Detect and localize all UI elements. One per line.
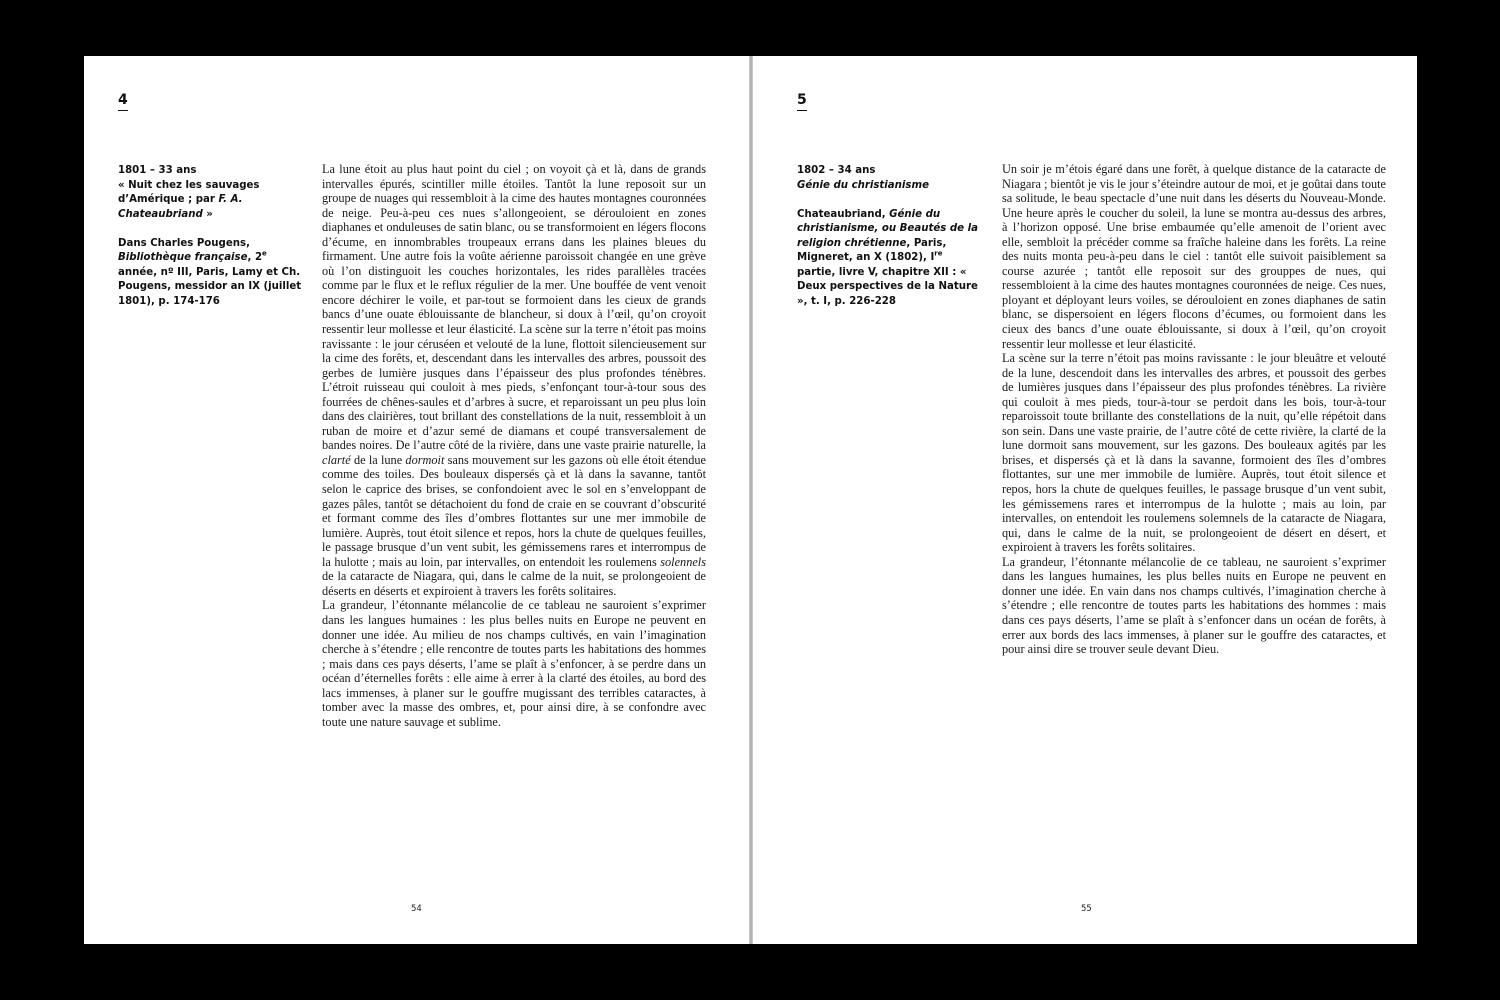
- source-title: Génie du christianisme, ou Beautés de la religion chrétienne: [797, 208, 978, 249]
- entry-metadata: [118, 164, 303, 309]
- source-rest-a: , Paris, Migneret, an X (1802), I: [797, 237, 947, 263]
- source-rest-a: , 2: [247, 252, 263, 263]
- entry-title-author: F. A. Chateaubriand: [118, 194, 243, 220]
- text-run: de la cataracte de Niagara, qui, dans le calme de la nuit, se prolongeoient de déserts en déserts et expiroient à travers les forêts solitaires.: [322, 569, 706, 598]
- body-text: [322, 162, 706, 729]
- source-sup: e: [262, 249, 267, 258]
- paragraph: Un soir je m’étois égaré dans une forêt, à quelque distance de la cataracte de Niagara ; bientôt je vis le jour s’éteindre autour de moi, et je goûtai dans toute sa solitude, le beau spectacle d’une nuit dans les déserts du Nouveau-Monde. Une heure après le coucher du soleil, la lune se montra au-dessus des arbres, à l’horizon opposé. Une brise embaumée qu’elle amenoit de l’orient avec elle, sembloit la précéder comme sa fraîche haleine dans les forêts. La reine des nuits monta peu-à-peu dans le ciel : tantôt elle suivoit paisiblement sa course azurée ; tantôt elle reposoit sur des grouppes de nues, qui ressembloient à la cime des hautes montagnes couronnées de neige. Ces nues, ployant et déployant leurs voiles, se dérouloient en zones diaphanes de satin blanc, se dispersoient en légers flocons d’écumes, ou formoient dans les cieux des bancs d’une ouate éblouissante, si doux à l’œil, qu’on croyoit ressentir leur mollesse et leur élasticité.: [1002, 162, 1386, 351]
- paragraph: La grandeur, l’étonnante mélancolie de ce tableau ne sauroient s’exprimer dans les langues humaines : les plus belles nuits en Europe ne peuvent en donner une idée. Au milieu de nos champs cultivés, en vain l’imagination cherche à s’étendre ; elle rencontre de toutes parts les habitations des hommes ; mais dans ces pays déserts, l’ame se plaît à s’enfoncer, à se perdre dans un océan d’éternelles forêts : elle aime à errer à la clarté des étoiles, au bord des lacs immenses, à planer sur le gouffre mugissant des terribles cataractes, à tomber avec la masse des ombres, et, pour ainsi dire, à se confondre avec toute une nature sauvage et sublime.: [322, 598, 706, 729]
- page-number: 55: [1081, 904, 1092, 914]
- italic-run: solennels: [660, 554, 706, 569]
- text-run: de la lune: [350, 452, 406, 467]
- entry-source: [118, 237, 303, 310]
- text-run: La lune étoit au plus haut point du ciel ; on voyoit çà et là, dans de grands intervalles épurés, scintiller mille étoiles. Tantôt la lune reposoit sur un groupe de nuages qui ressembloit à la cime des hautes montagnes couronnées de neige. Peu-à-peu ces nues s’allongeoient, se dérouloient en zones diaphanes et onduleuses de satin blanc, ou se transformoient en légers flocons d’écume, en innombrables troupeaux errans dans les plaines bleues du firmament. Une autre fois la voûte aérienne paroissoit changée en une grève où l’on distinguoit les couches horizontales, les rides parallèles tracées comme par le flux et le reflux régulier de la mer. Une bouffée de vent venoit encore déchirer le voile, et par-tout se formoient dans les cieux de grands bancs d’une ouate éblouissante de blancheur, si doux à l’œil, qu’on croyoit ressentir leur mollesse et leur élasticité. La scène sur la terre n’étoit pas moins ravissante : le jour céruséen et velouté de la lune, flottoit silencieusement sur la cime des forêts, et, descendant dans les intervalles des arbres, poussoit des gerbes de lumière jusques dans l’épaisseur des plus profondes ténèbres. L’étroit ruisseau qui couloit à mes pieds, s’enfonçant tour-à-tour sous des fourrées de chênes-saules et d’arbres à sucre, et reparoissant un peu plus loin dans des clairières, tout brillant des constellations de la nuit, ressembloit à un ruban de moire et d’azur semé de diamans et coupé transversalement de bandes noires. De l’autre côté de la rivière, dans une vaste prairie naturelle, la: [322, 162, 706, 453]
- entry-date-age: 1802 – 34 ans: [797, 165, 876, 176]
- left-page: [84, 56, 749, 944]
- entry-metadata: [797, 164, 982, 309]
- entry-source: [797, 208, 982, 310]
- paragraph: La scène sur la terre n’étoit pas moins ravissante : le jour bleuâtre et velouté de la lune, descendoit dans les intervalles des arbres, et poussoit des gerbes de lumières jusques dans l’épaisseur des plus profondes ténèbres. La rivière qui couloit à mes pieds, tour-à-tour se perdoit dans les bois, tour-à-tour reparoissoit toute brillante des constellations de la nuit, qu’elle répétoit dans son sein. Dans une vaste prairie, de l’autre côté de cette rivière, la clarté de la lune dormoit sans mouvement, sur les gazons. Des bouleaux agités par les brises, et dispersés çà et là dans la savanne, formoient des îles d’ombres flottantes, sur une mer immobile de lumière. Auprès, tout étoit silence et repos, hors la chute de quelques feuilles, le passage brusque d’un vent subit, les gémissemens rares et interrompus de la hulotte ; mais au loin, par intervalles, on entendoit les roulemens solemnels de la cataracte de Niagara, qui, dans le calme de la nuit, se prolongeoient de désert en désert, et expiroient à travers les forêts solitaires.: [1002, 351, 1386, 555]
- italic-run: clarté: [322, 452, 351, 467]
- source-title: Bibliothèque française: [118, 252, 248, 263]
- text-run: sans mouvement sur les gazons où elle étoit étendue comme des toiles. Des bouleaux dispersés çà et là dans la savanne, tantôt selon le caprice des brises, se confondoient avec le sol en s’enveloppant de gazes pâles, tantôt se détachoient du fond de craie en se couvrant d’obscurité et formant comme des îles d’ombres flottantes sur une mer immobile de lumière. Auprès, tout étoit silence et repos, hors la chute de quelques feuilles, le passage brusque d’un vent subit, les gémissemens rares et interrompus de la hulotte ; mais au loin, par intervalles, on entendoit les roulemens: [322, 452, 707, 569]
- right-page: [753, 56, 1417, 944]
- entry-title: Génie du christianisme: [797, 179, 930, 191]
- source-prefix: Chateaubriand,: [797, 208, 890, 220]
- entry-title-prefix: « Nuit chez les sauvages d’Amérique ; par: [118, 179, 260, 205]
- paragraph: La grandeur, l’étonnante mélancolie de ce tableau, ne sauroient s’exprimer dans les langues humaines, les plus belles nuits en Europe ne peuvent en donner une idée. En vain dans nos champs cultivés, l’imagination cherche à s’étendre ; elle rencontre de toutes parts les habitations des hommes : mais dans ces pays déserts, l’ame se plaît à s’enfoncer dans un océan de forêts, à errer aux bords des lacs immenses, à planer sur le gouffre des cataractes, et pour ainsi dire se trouver seule devant Dieu.: [1002, 554, 1386, 657]
- chapter-number: 4: [118, 92, 128, 111]
- entry-date-age: 1801 – 33 ans: [118, 165, 197, 176]
- source-rest-b: partie, livre V, chapitre XII : « Deux perspectives de la Nature », t. I, p. 226-228: [797, 266, 978, 307]
- page-number: 54: [411, 904, 422, 914]
- paragraph: [322, 162, 706, 598]
- italic-run: dormoit: [405, 452, 445, 467]
- entry-title-suffix: »: [202, 208, 213, 220]
- source-sup: re: [934, 249, 943, 258]
- entry-title: [118, 179, 303, 223]
- body-text: [1002, 162, 1386, 657]
- source-prefix: Dans Charles Pougens,: [118, 237, 250, 249]
- source-rest-b: année, nº III, Paris, Lamy et Ch. Pougens, messidor an IX (juillet 1801), p. 174-176: [118, 266, 302, 307]
- chapter-number: 5: [797, 92, 807, 111]
